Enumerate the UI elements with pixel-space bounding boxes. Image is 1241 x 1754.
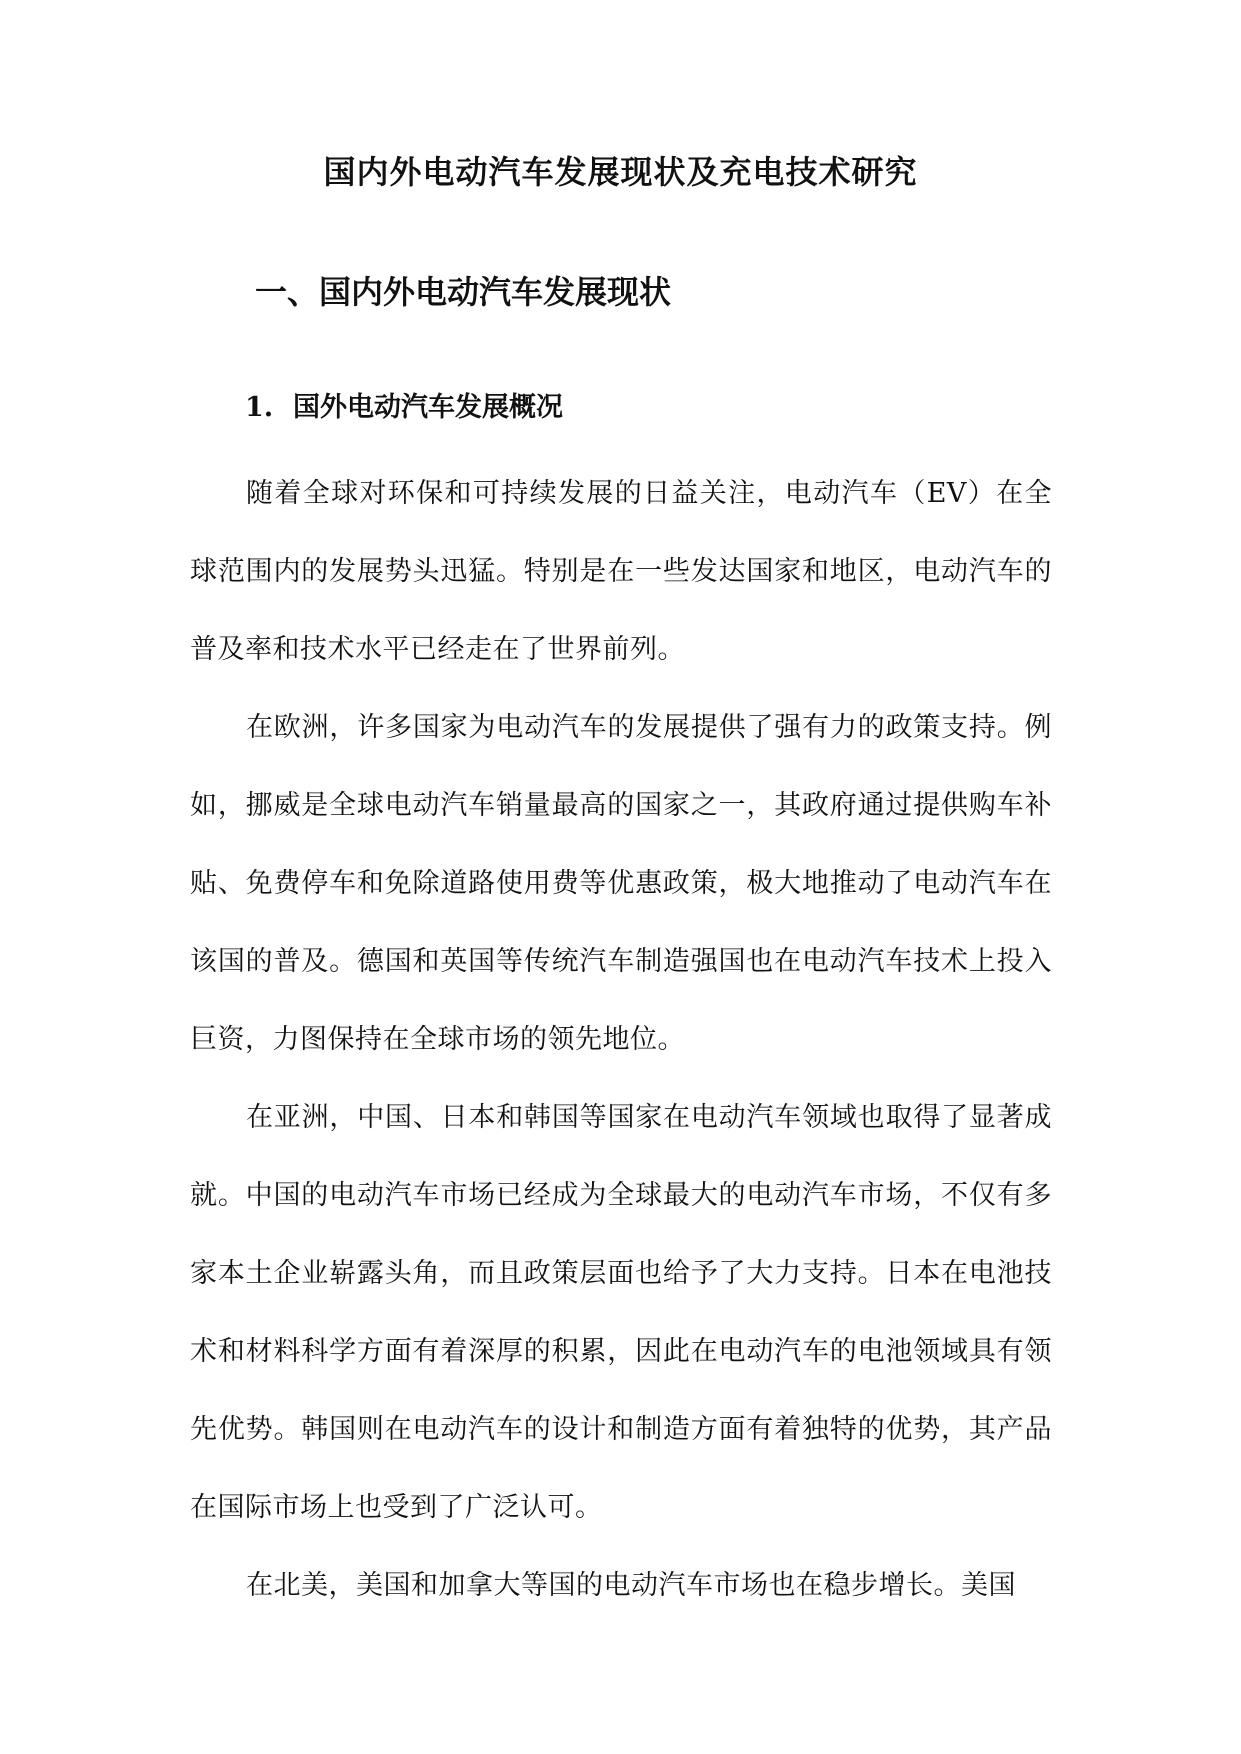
body-text — [190, 455, 1052, 1625]
paragraph: 在欧洲，许多国家为电动汽车的发展提供了强有力的政策支持。例如，挪威是全球电动汽车销量最高的国家之一，其政府通过提供购车补贴、免费停车和免除道路使用费等优惠政策，极大地推动了电动汽车在该国的普及。德国和英国等传统汽车制造强国也在电动汽车技术上投入巨资，力图保持在全球市场的领先地位。 — [190, 712, 1052, 1055]
paragraph: 在北美，美国和加拿大等国的电动汽车市场也在稳步增长。美国 — [246, 1570, 1016, 1601]
paragraph: 在亚洲，中国、日本和韩国等国家在电动汽车领域也取得了显著成就。中国的电动汽车市场已经成为全球最大的电动汽车市场，不仅有多家本土企业崭露头角，而且政策层面也给予了大力支持。日本在电池技术和材料科学方面有着深厚的积累，因此在电动汽车的电池领域具有领先优势。韩国则在电动汽车的设计和制造方面有着独特的优势，其产品在国际市场上也受到了广泛认可。 — [190, 1102, 1052, 1523]
subsection-number: 1. — [245, 392, 274, 423]
section-heading: 一、国内外电动汽车发展现状 — [255, 273, 672, 311]
subsection-title: 国外电动汽车发展概况 — [293, 392, 563, 423]
subsection-heading — [245, 388, 563, 428]
document-title: 国内外电动汽车发展现状及充电技术研究 — [323, 153, 918, 191]
paragraph: 随着全球对环保和可持续发展的日益关注，电动汽车（EV）在全球范围内的发展势头迅猛。特别是在一些发达国家和地区，电动汽车的普及率和技术水平已经走在了世界前列。 — [190, 478, 1052, 665]
